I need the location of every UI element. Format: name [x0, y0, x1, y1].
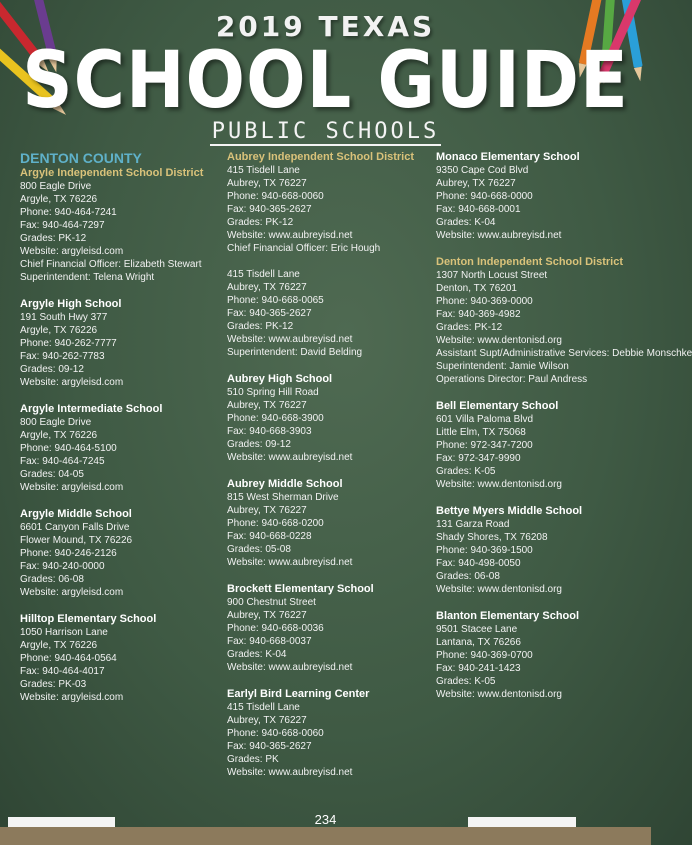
listing-detail: Fax: 940-464-7297 [20, 220, 105, 231]
listing-detail: Grades: K-04 [436, 217, 496, 228]
listing-detail: Chief Financial Officer: Eric Hough [227, 243, 381, 254]
listing-detail: Denton, TX 76201 [436, 283, 517, 294]
listing-detail: Little Elm, TX 75068 [436, 427, 526, 438]
school-name: Argyle Intermediate School [20, 403, 163, 415]
listing-detail: Website: www.aubreyisd.net [227, 767, 353, 778]
listing-detail: Grades: PK-12 [20, 233, 87, 244]
listing-detail: Phone: 940-464-0564 [20, 653, 117, 664]
school-name: Blanton Elementary School [436, 610, 580, 622]
listing-detail: Website: www.dentonisd.org [436, 584, 562, 595]
school-listing [20, 166, 228, 284]
school-listing [227, 582, 435, 674]
district-name: Argyle Independent School District [20, 167, 204, 179]
school-name: Brockett Elementary School [227, 583, 374, 595]
listing-detail: Grades: 09-12 [20, 364, 84, 375]
page-title: SCHOOL GUIDE [22, 34, 629, 126]
listing-detail: Grades: 05-08 [227, 544, 291, 555]
listing-detail: Operations Director: Paul Andress [436, 374, 588, 385]
listing-detail: Superintendent: Jamie Wilson [436, 361, 569, 372]
listing-detail: 415 Tisdell Lane [227, 269, 300, 280]
school-listing [227, 372, 435, 464]
listing-detail: Argyle, TX 76226 [20, 325, 98, 336]
listing-detail: Flower Mound, TX 76226 [20, 535, 133, 546]
school-listing [227, 150, 435, 255]
listing-detail: Fax: 940-365-2627 [227, 204, 312, 215]
listing-detail: Fax: 940-464-4017 [20, 666, 105, 677]
school-name: Hilltop Elementary School [20, 613, 157, 625]
school-listing [227, 477, 435, 569]
listing-detail: Fax: 940-241-1423 [436, 663, 521, 674]
listing-detail: 800 Eagle Drive [20, 417, 92, 428]
school-name: Bell Elementary School [436, 400, 559, 412]
listing-detail: 800 Eagle Drive [20, 181, 92, 192]
district-name: Denton Independent School District [436, 256, 624, 268]
listing-detail: Website: www.aubreyisd.net [436, 230, 562, 241]
listing-detail: Phone: 940-464-5100 [20, 443, 117, 454]
listing-detail: Website: www.aubreyisd.net [227, 557, 353, 568]
school-name: Aubrey High School [227, 373, 333, 385]
listing-detail: Grades: K-05 [436, 676, 496, 687]
listing-detail: Grades: PK-12 [227, 321, 294, 332]
listing-detail: Phone: 940-369-1500 [436, 545, 533, 556]
listing-detail: Phone: 940-668-0065 [227, 295, 324, 306]
listing-detail: Fax: 940-668-0228 [227, 531, 312, 542]
listing-detail: Lantana, TX 76266 [436, 637, 521, 648]
listing-detail: Grades: PK-12 [436, 322, 503, 333]
listing-detail: Grades: 04-05 [20, 469, 84, 480]
listing-detail: Aubrey, TX 76227 [227, 178, 307, 189]
school-listing [436, 504, 644, 596]
school-listing [20, 402, 228, 494]
listing-detail: Aubrey, TX 76227 [227, 505, 307, 516]
listing-detail: Aubrey, TX 76227 [227, 715, 307, 726]
county-heading: DENTON COUNTY [20, 150, 142, 166]
listing-detail: Website: www.dentonisd.org [436, 689, 562, 700]
column-3 [436, 150, 692, 714]
listing-detail: Superintendent: Telena Wright [20, 272, 155, 283]
listing-detail: Grades: K-04 [227, 649, 287, 660]
listing-detail: Fax: 940-668-0037 [227, 636, 312, 647]
school-listing [20, 612, 228, 704]
listing-detail: Assistant Supt/Administrative Services: Debbie Monschke [436, 348, 692, 359]
listing-detail: Grades: K-05 [436, 466, 496, 477]
listing-detail: Website: www.dentonisd.org [436, 335, 562, 346]
listing-detail: Chief Financial Officer: Elizabeth Stewart [20, 259, 202, 270]
listing-detail: Shady Shores, TX 76208 [436, 532, 548, 543]
column-1 [20, 150, 228, 717]
district-name: Aubrey Independent School District [227, 151, 415, 163]
listing-detail: Website: www.aubreyisd.net [227, 662, 353, 673]
listing-detail: Fax: 940-369-4982 [436, 309, 521, 320]
listing-detail: Superintendent: David Belding [227, 347, 363, 358]
listing-detail: Phone: 940-262-7777 [20, 338, 117, 349]
listing-detail: Aubrey, TX 76227 [436, 178, 516, 189]
column-2 [227, 150, 435, 792]
listing-detail: Grades: 09-12 [227, 439, 291, 450]
listing-detail: Website: www.dentonisd.org [436, 479, 562, 490]
listing-detail: Argyle, TX 76226 [20, 194, 98, 205]
listing-detail: 6601 Canyon Falls Drive [20, 522, 130, 533]
school-name: Argyle High School [20, 298, 122, 310]
listing-detail: Fax: 972-347-9990 [436, 453, 521, 464]
page-number: 234 [314, 812, 337, 827]
listing-detail: Phone: 940-668-0000 [436, 191, 533, 202]
listing-detail: Grades: 06-08 [436, 571, 500, 582]
listing-detail: 191 South Hwy 377 [20, 312, 108, 323]
listing-detail: Phone: 940-668-0060 [227, 191, 324, 202]
listing-detail: Phone: 940-246-2126 [20, 548, 117, 559]
listing-detail: Website: www.aubreyisd.net [227, 334, 353, 345]
school-name: Monaco Elementary School [436, 151, 580, 163]
listing-detail: Grades: 06-08 [20, 574, 84, 585]
listing-detail: 815 West Sherman Drive [227, 492, 339, 503]
school-listing [20, 507, 228, 599]
listing-detail: Grades: PK [227, 754, 279, 765]
listing-detail: 510 Spring Hill Road [227, 387, 319, 398]
listing-detail: Phone: 972-347-7200 [436, 440, 533, 451]
pretitle: 2019 TEXAS [215, 10, 436, 43]
school-listing [436, 609, 644, 701]
listing-detail: Phone: 940-369-0700 [436, 650, 533, 661]
school-name: Earlyl Bird Learning Center [227, 688, 370, 700]
school-listing [227, 268, 435, 359]
listing-detail: Fax: 940-240-0000 [20, 561, 105, 572]
listing-detail: Argyle, TX 76226 [20, 430, 98, 441]
listing-detail: Grades: PK-03 [20, 679, 87, 690]
listing-detail: Website: www.aubreyisd.net [227, 452, 353, 463]
listing-detail: 601 Villa Paloma Blvd [436, 414, 534, 425]
listing-detail: 131 Garza Road [436, 519, 510, 530]
school-name: Bettye Myers Middle School [436, 505, 583, 517]
listing-detail: 415 Tisdell Lane [227, 702, 300, 713]
listing-detail: Phone: 940-464-7241 [20, 207, 117, 218]
school-listing [436, 255, 692, 386]
school-listing [227, 687, 435, 779]
listing-detail: Fax: 940-262-7783 [20, 351, 105, 362]
listing-detail: Aubrey, TX 76227 [227, 400, 307, 411]
listing-detail: 1307 North Locust Street [436, 270, 548, 281]
listing-detail: Fax: 940-498-0050 [436, 558, 521, 569]
listing-detail: Website: argyleisd.com [20, 587, 124, 598]
school-name: Argyle Middle School [20, 508, 132, 520]
listing-detail: Phone: 940-369-0000 [436, 296, 533, 307]
listing-detail: 900 Chestnut Street [227, 597, 316, 608]
listing-detail: Fax: 940-668-3903 [227, 426, 312, 437]
chalk-ledge [0, 827, 651, 845]
listing-detail: Website: www.aubreyisd.net [227, 230, 353, 241]
listing-detail: Phone: 940-668-0036 [227, 623, 324, 634]
listing-detail: Website: argyleisd.com [20, 482, 124, 493]
listing-detail: Fax: 940-365-2627 [227, 308, 312, 319]
listing-detail: Website: argyleisd.com [20, 692, 124, 703]
school-name: Aubrey Middle School [227, 478, 343, 490]
listing-detail: 9501 Stacee Lane [436, 624, 518, 635]
school-listing [436, 150, 644, 242]
listing-detail: Phone: 940-668-0060 [227, 728, 324, 739]
listing-detail: Fax: 940-365-2627 [227, 741, 312, 752]
listing-detail: 1050 Harrison Lane [20, 627, 108, 638]
listing-detail: Website: argyleisd.com [20, 246, 124, 257]
listing-detail: 415 Tisdell Lane [227, 165, 300, 176]
listing-detail: Website: argyleisd.com [20, 377, 124, 388]
listing-detail: Aubrey, TX 76227 [227, 610, 307, 621]
listing-detail: Grades: PK-12 [227, 217, 294, 228]
listing-detail: 9350 Cape Cod Blvd [436, 165, 529, 176]
listing-detail: Phone: 940-668-0200 [227, 518, 324, 529]
listing-detail: Fax: 940-668-0001 [436, 204, 521, 215]
listing-detail: Argyle, TX 76226 [20, 640, 98, 651]
section-subtitle: PUBLIC SCHOOLS [211, 119, 440, 144]
school-listing [436, 399, 644, 491]
header [0, 0, 651, 150]
listing-detail: Fax: 940-464-7245 [20, 456, 105, 467]
listing-detail: Phone: 940-668-3900 [227, 413, 324, 424]
listing-detail: Aubrey, TX 76227 [227, 282, 307, 293]
school-listing [20, 297, 228, 389]
